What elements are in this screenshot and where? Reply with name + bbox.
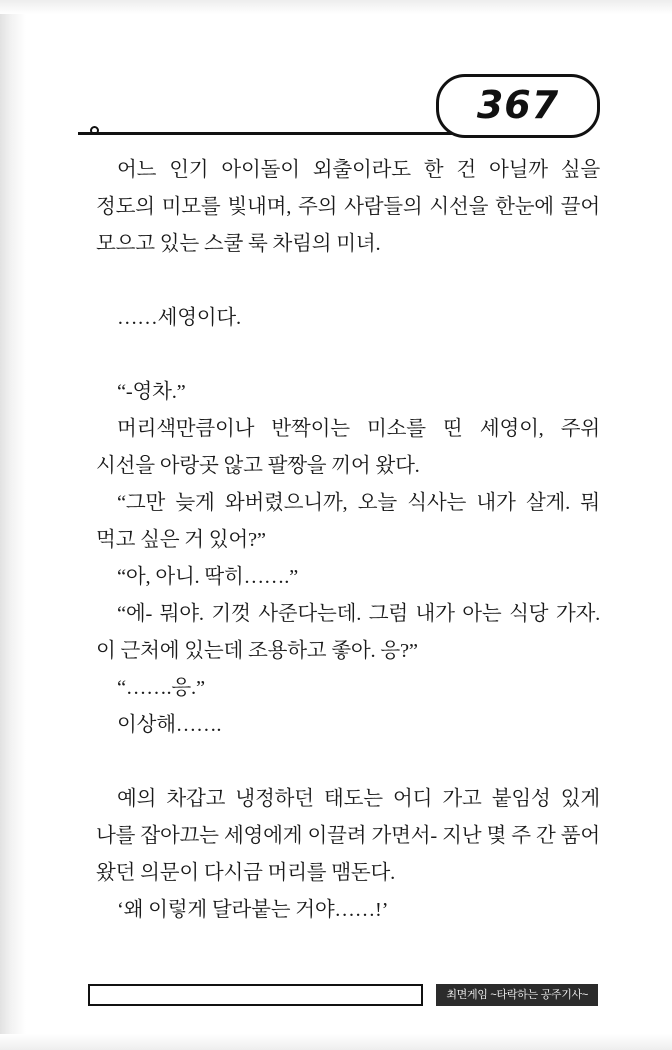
paragraph: “그만 늦게 와버렸으니까, 오늘 식사는 내가 살게. 뭐 먹고 싶은 거 있어?” — [96, 492, 600, 551]
book-title-tag: 최면게임 ~타락하는 공주기사~ — [436, 984, 598, 1006]
footer-rule-box — [88, 984, 423, 1006]
page-top-shading — [0, 0, 672, 14]
paragraph: 이상해……. — [117, 714, 222, 736]
paragraph: “아, 아니. 딱히…….” — [117, 566, 299, 588]
page-footer — [88, 984, 598, 1010]
paragraph: “-영차.” — [117, 381, 186, 403]
paragraph: “에- 뭐야. 기껏 사준다는데. 그럼 내가 아는 식당 가자. 이 근처에 있는데 조용하고 좋아. 응?” — [96, 603, 600, 662]
paragraph: 머리색만큼이나 반짝이는 미소를 띤 세영이, 주위 시선을 아랑곳 않고 팔짱을 끼어 왔다. — [96, 418, 600, 477]
paragraph: ……세영이다. — [117, 307, 241, 329]
page-gutter-shading — [0, 0, 26, 1050]
header-rule — [78, 132, 508, 135]
page-number-badge — [436, 74, 600, 138]
page-number: 367 — [476, 82, 560, 127]
paragraph: ‘왜 이렇게 달라붙는 거야……!’ — [117, 899, 389, 921]
paragraph: 예의 차갑고 냉정하던 태도는 어디 가고 붙임성 있게 나를 잡아끄는 세영에게 이끌려 가면서- 지난 몇 주 간 품어 왔던 의문이 다시금 머리를 맴돈다. — [96, 788, 600, 884]
paragraph: 어느 인기 아이돌이 외출이라도 한 건 아닐까 싶을 정도의 미모를 빛내며, 주의 사람들의 시선을 한눈에 끌어 모으고 있는 스쿨 룩 차림의 미녀. — [96, 159, 600, 255]
page-bottom-shading — [0, 1034, 672, 1050]
paragraph: “…….응.” — [117, 677, 205, 699]
page-body — [96, 152, 600, 929]
page-header — [70, 66, 600, 140]
